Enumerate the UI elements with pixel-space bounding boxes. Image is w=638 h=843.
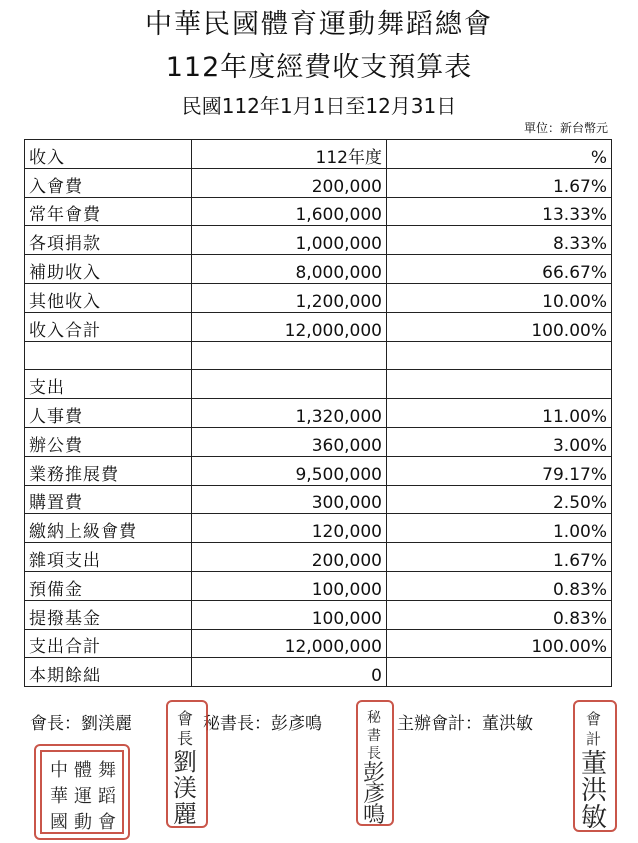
row-percent: 1.67% (387, 168, 612, 197)
row-label: 繳納上級會費 (25, 514, 192, 543)
svg-text:長: 長 (177, 729, 194, 748)
row-value: 8,000,000 (192, 255, 387, 284)
table-row (25, 456, 612, 485)
table-row (25, 255, 612, 284)
svg-text:運: 運 (74, 786, 92, 807)
row-value: 200,000 (192, 168, 387, 197)
svg-text:動: 動 (74, 812, 92, 833)
secretary-signature: 秘書長：彭彥鳴 (203, 714, 322, 734)
table-row (25, 226, 612, 255)
svg-text:敏: 敏 (581, 803, 608, 830)
svg-text:蹈: 蹈 (98, 786, 116, 807)
row-percent (387, 658, 612, 687)
row-percent: 8.33% (387, 226, 612, 255)
chairman-signature: 會長：劉渼麗 (30, 714, 132, 734)
row-value: 120,000 (192, 514, 387, 543)
row-percent: 13.33% (387, 197, 612, 226)
row-label (25, 341, 192, 370)
row-label: 預備金 (25, 571, 192, 600)
row-label: 購置費 (25, 485, 192, 514)
table-row (25, 312, 612, 341)
row-label: 本期餘絀 (25, 658, 192, 687)
svg-text:洪: 洪 (581, 776, 608, 806)
table-row (25, 571, 612, 600)
row-label: 人事費 (25, 399, 192, 428)
row-value: 1,600,000 (192, 197, 387, 226)
row-percent: 0.83% (387, 600, 612, 629)
svg-text:彥: 彥 (363, 782, 386, 807)
document-title: 112年度經費收支預算表 (165, 52, 473, 83)
row-percent: 66.67% (387, 255, 612, 284)
svg-text:會: 會 (177, 709, 194, 728)
row-value: 1,000,000 (192, 226, 387, 255)
row-value: 1,320,000 (192, 399, 387, 428)
svg-text:華: 華 (50, 786, 68, 807)
table-row (25, 168, 612, 197)
row-value: 360,000 (192, 427, 387, 456)
table-row (25, 341, 612, 370)
table-row (25, 283, 612, 312)
table-row (25, 399, 612, 428)
row-percent: 3.00% (387, 427, 612, 456)
svg-text:劉: 劉 (173, 748, 197, 776)
row-value (192, 341, 387, 370)
chairman-seal (166, 700, 208, 828)
row-value: 100,000 (192, 571, 387, 600)
row-label: 提撥基金 (25, 600, 192, 629)
table-row (25, 658, 612, 687)
currency-unit: 單位：新台幣元 (523, 121, 608, 135)
svg-text:鳴: 鳴 (363, 803, 386, 824)
svg-text:會: 會 (586, 710, 602, 728)
row-percent: % (387, 140, 612, 169)
svg-text:彭: 彭 (363, 761, 386, 786)
table-row (25, 197, 612, 226)
secretary-seal (356, 700, 394, 826)
row-label: 入會費 (25, 168, 192, 197)
period: 民國112年1月1日至12月31日 (181, 94, 457, 118)
svg-text:中: 中 (50, 760, 68, 781)
row-label: 業務推展費 (25, 456, 192, 485)
svg-text:書: 書 (367, 728, 381, 744)
svg-text:秘: 秘 (367, 710, 381, 726)
svg-text:董: 董 (581, 749, 608, 779)
row-label: 補助收入 (25, 255, 192, 284)
svg-text:國: 國 (50, 812, 68, 833)
row-percent: 100.00% (387, 312, 612, 341)
row-value: 300,000 (192, 485, 387, 514)
row-value: 12,000,000 (192, 629, 387, 658)
table-row (25, 543, 612, 572)
table-row (25, 514, 612, 543)
accountant-seal (573, 700, 617, 832)
row-value: 12,000,000 (192, 312, 387, 341)
row-label: 辦公費 (25, 427, 192, 456)
table-row (25, 140, 612, 169)
row-percent: 10.00% (387, 283, 612, 312)
row-percent: 11.00% (387, 399, 612, 428)
row-percent: 1.67% (387, 543, 612, 572)
svg-text:渼: 渼 (173, 774, 197, 802)
row-value (192, 370, 387, 399)
svg-text:計: 計 (586, 730, 602, 748)
row-label: 雜項支出 (25, 543, 192, 572)
table-row (25, 485, 612, 514)
row-value: 9,500,000 (192, 456, 387, 485)
accountant-signature: 主辦會計：董洪敏 (397, 714, 533, 734)
row-value: 100,000 (192, 600, 387, 629)
row-percent (387, 370, 612, 399)
row-percent: 100.00% (387, 629, 612, 658)
svg-text:長: 長 (367, 746, 381, 762)
row-label: 支出合計 (25, 629, 192, 658)
table-row (25, 629, 612, 658)
row-label: 各項捐款 (25, 226, 192, 255)
row-value: 0 (192, 658, 387, 687)
row-percent: 0.83% (387, 571, 612, 600)
svg-text:會: 會 (98, 812, 116, 833)
budget-table (24, 139, 612, 687)
svg-text:舞: 舞 (98, 760, 116, 781)
row-label: 常年會費 (25, 197, 192, 226)
row-percent: 2.50% (387, 485, 612, 514)
row-label: 收入 (25, 140, 192, 169)
row-label: 支出 (25, 370, 192, 399)
row-value: 200,000 (192, 543, 387, 572)
row-percent: 79.17% (387, 456, 612, 485)
row-value: 112年度 (192, 140, 387, 169)
row-percent (387, 341, 612, 370)
row-label: 收入合計 (25, 312, 192, 341)
table-row (25, 427, 612, 456)
row-percent: 1.00% (387, 514, 612, 543)
table-row (25, 370, 612, 399)
row-value: 1,200,000 (192, 283, 387, 312)
org-title: 中華民國體育運動舞蹈總會 (145, 9, 493, 40)
svg-text:體: 體 (74, 760, 92, 781)
row-label: 其他收入 (25, 283, 192, 312)
table-row (25, 600, 612, 629)
svg-text:麗: 麗 (173, 800, 197, 826)
org-seal (34, 744, 130, 840)
